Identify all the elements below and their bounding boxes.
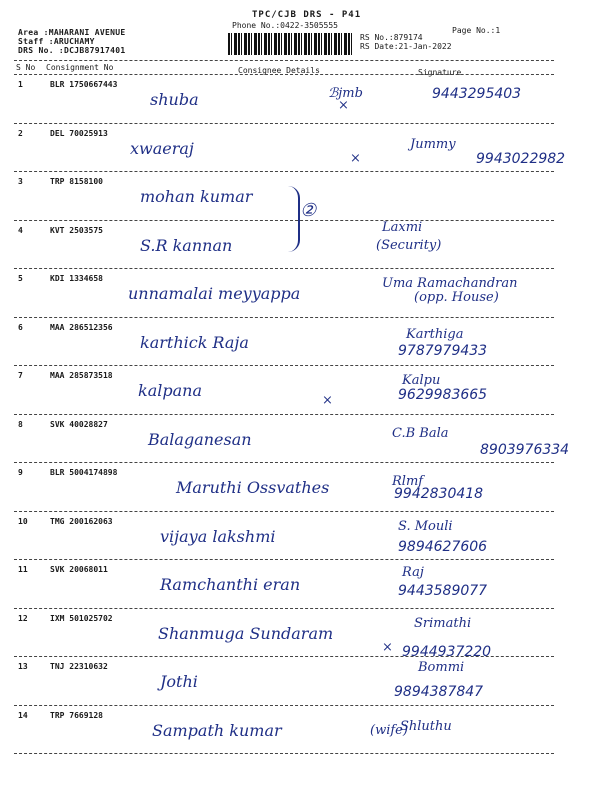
col-signature: Signature (418, 68, 462, 77)
row-annotation: × (350, 150, 361, 166)
row-phone-number: 9443589077 (398, 583, 488, 599)
row-sno: 9 (18, 468, 23, 477)
row-annotation: (wife) (370, 722, 408, 738)
document-title: TPC/CJB DRS - P41 (252, 10, 362, 20)
row-consignment-number: KDI 1334658 (50, 274, 103, 283)
col-consignment: Consignment No (46, 63, 114, 72)
row-sno: 12 (18, 613, 28, 623)
row-signature: Raj (402, 565, 424, 580)
row-signature: C.B Bala (392, 425, 449, 441)
row-separator (14, 365, 554, 366)
drs-number: DRS No. :DCJB87917401 (18, 46, 126, 55)
row-consignment-number: TMG 200162063 (50, 516, 113, 526)
row-separator (14, 608, 554, 609)
row-separator (14, 753, 554, 754)
row-consignee-name: Ramchanthi eran (160, 575, 301, 594)
circled-two-annotation: ② (300, 200, 317, 221)
row-consignment-number: BLR 5004174898 (50, 468, 118, 477)
row-sno: 2 (18, 128, 23, 138)
row-consignee-name: kalpana (138, 381, 202, 400)
row-phone-number: 9944937220 (402, 643, 492, 660)
staff-label: Staff :ARUCHAMY (18, 37, 95, 46)
header-bottom-rule (14, 74, 554, 75)
row-separator (14, 511, 554, 512)
row-signature: S. Mouli (398, 518, 453, 534)
row-phone-number: 9894627606 (398, 538, 488, 555)
row-signature: Jummy (410, 136, 456, 152)
page-number: Page No.:1 (452, 26, 501, 35)
row-separator (14, 559, 554, 560)
row-phone-number: 9443295403 (432, 86, 522, 102)
row-separator (14, 123, 554, 124)
row-consignee-name: unnamalai meyyappa (128, 284, 301, 303)
row-consignment-number: BLR 1750667443 (50, 80, 118, 89)
row-consignee-name: shuba (150, 90, 199, 109)
row-consignee-name: vijaya lakshmi (160, 526, 276, 546)
row-consignee-name: Balaganesan (148, 429, 252, 449)
col-sno: S No (16, 63, 36, 72)
rs-number: RS No.:879174 (360, 33, 423, 42)
phone-number: Phone No.:0422-3505555 (232, 21, 338, 30)
row-consignment-number: IXM 501025702 (50, 613, 113, 623)
row-separator (14, 462, 554, 463)
row-signature: Uma Ramachandran (382, 276, 518, 291)
row-sno: 6 (18, 322, 23, 332)
row-signature: Laxmi (382, 219, 423, 235)
row-consignment-number: TRP 8158100 (50, 177, 103, 186)
row-consignment-number: DEL 70025913 (50, 128, 108, 138)
row-phone-number: 9943022982 (476, 150, 566, 167)
area-label: Area :MAHARANI AVENUE (18, 28, 126, 37)
row-consignee-name: Maruthi Ossvathes (176, 478, 330, 497)
row-separator (14, 317, 554, 318)
row-consignee-name: S.R kannan (140, 235, 233, 255)
rs-date: RS Date:21-Jan-2022 (360, 42, 452, 51)
row-consignment-number: TRP 7669128 (50, 710, 103, 720)
row-signature: Shluthu (400, 718, 452, 734)
row-signature: Srimathi (414, 615, 472, 631)
row-signature: Rlmf (392, 474, 424, 489)
row-consignment-number: SVK 20068011 (50, 565, 108, 574)
row-phone-number: 9629983665 (398, 387, 488, 403)
row-signature: Karthiga (406, 326, 464, 342)
row-consignment-number: TNJ 22310632 (50, 662, 108, 671)
row-sno: 5 (18, 274, 23, 283)
row-phone-number: 9942830418 (394, 486, 484, 502)
row-separator (14, 414, 554, 415)
row-annotation: × (382, 639, 393, 655)
row-separator (14, 656, 554, 657)
row-consignment-number: MAA 286512356 (50, 322, 113, 332)
row-annotation: × (338, 98, 349, 113)
col-consignee: Consignee Details (238, 66, 320, 75)
row-separator (14, 268, 554, 269)
row-sno: 10 (18, 516, 28, 526)
row-sno: 4 (18, 225, 23, 235)
row-consignee-name: karthick Raja (140, 332, 249, 352)
row-sno: 8 (18, 419, 23, 429)
barcode (228, 33, 352, 55)
row-separator (14, 171, 554, 172)
row-consignee-name: Sampath kumar (152, 720, 282, 740)
row-consignee-name: Jothi (160, 672, 198, 691)
row-annotation: (Security) (376, 237, 442, 253)
row-sno: 7 (18, 371, 23, 380)
bracket-mark (288, 186, 300, 252)
row-phone-number: 8903976334 (480, 441, 570, 458)
row-consignment-number: KVT 2503575 (50, 225, 103, 235)
row-annotation: (opp. House) (414, 290, 499, 305)
row-consignment-number: MAA 285873518 (50, 371, 113, 380)
row-phone-number: 9787979433 (398, 342, 488, 359)
row-consignee-name: mohan kumar (140, 187, 253, 206)
row-consignment-number: SVK 40028827 (50, 419, 108, 429)
row-signature: Bommi (418, 660, 465, 675)
row-consignee-name: Shanmuga Sundaram (158, 623, 334, 643)
row-sno: 1 (18, 80, 23, 89)
row-signature: ℬjmb (328, 86, 363, 101)
row-sno: 13 (18, 662, 28, 671)
row-sno: 14 (18, 710, 28, 720)
row-separator (14, 705, 554, 706)
row-consignee-name: xwaeraj (130, 138, 194, 158)
row-sno: 3 (18, 177, 23, 186)
header-top-rule (14, 60, 554, 61)
row-separator (14, 220, 554, 221)
row-sno: 11 (18, 565, 28, 574)
row-phone-number: 9894387847 (394, 684, 484, 700)
row-signature: Kalpu (402, 373, 441, 388)
row-annotation: × (322, 393, 333, 408)
